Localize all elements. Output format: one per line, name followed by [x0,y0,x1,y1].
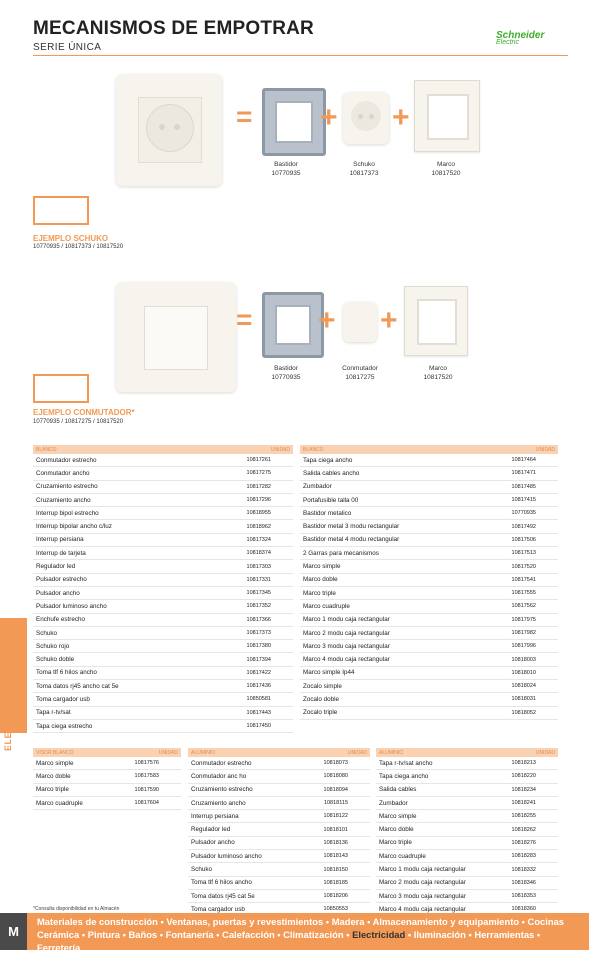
bastidor-image [262,292,324,358]
table-row [33,667,293,680]
part-caption: Bastidor 10770935 [271,365,301,381]
store-logo: M [0,913,27,950]
table-row [300,534,558,547]
product-name: Zumbador [379,799,408,807]
table-row [188,850,370,863]
table-aluminio-1 [188,748,370,917]
table-row [188,837,370,850]
product-code: 10817366 [246,616,271,623]
product-code: 10818262 [511,826,536,833]
product-name: Marco doble [379,826,414,834]
product-code: 10818276 [511,839,536,846]
table-row [376,850,558,863]
table-row [33,707,293,720]
table-row [300,494,558,507]
plus-sign: + [318,304,336,337]
product-code: 10818283 [511,853,536,860]
product-name: Marco cuadruple [36,799,83,807]
table-row [188,757,370,770]
table-header [376,748,558,757]
part-caption: Conmutador 10817275 [342,365,378,381]
plus-sign: + [392,101,410,134]
table-row [376,784,558,797]
product-code: 10850581 [246,696,271,703]
marco-image [414,80,480,152]
equals-sign: = [236,101,253,132]
table-row [33,693,293,706]
product-code: 10818122 [323,813,348,820]
product-name: Tapa ciega estrecho [36,722,93,730]
product-code: 10817513 [511,550,536,557]
product-code: 10817604 [134,800,159,807]
product-name: Salida cables [379,786,417,794]
product-code: 10818115 [323,800,348,807]
product-name: Zocalo simple [303,682,342,690]
product-code: 10818962 [246,523,271,530]
product-code: 10818332 [511,866,536,873]
table-row [376,797,558,810]
product-code: 10818031 [511,696,536,703]
conmutador-image [343,302,377,342]
product-code: 10817541 [511,576,536,583]
product-name: Marco 2 modu caja rectangular [379,879,466,887]
product-name: Zumbador [303,483,332,491]
product-name: Interrup bipol estrecho [36,509,99,517]
table-unit-label: UNIDAD [347,749,367,756]
product-code: 10817562 [511,603,536,610]
product-code: 10818094 [323,786,348,793]
product-code: 10818374 [246,550,271,557]
product-code: 10817331 [246,576,271,583]
product-code: 10818213 [511,760,536,767]
table-row [33,454,293,467]
product-name: Tapa r-tv/sat ancho [379,759,433,767]
product-name: Marco 3 modu caja rectangular [303,642,390,650]
table-row [300,614,558,627]
table-row [33,587,293,600]
product-code: 10817345 [246,590,271,597]
product-name: Zocalo doble [303,695,340,703]
product-name: Portafusible talla 00 [303,496,359,504]
product-code: 10817520 [511,563,536,570]
product-code: 10818052 [511,709,536,716]
product-name: Marco 1 modu caja rectangular [379,866,466,874]
brand-logo: Schneider Electric [496,30,545,46]
table-row [300,600,558,613]
table-unit-label: UNIDAD [535,446,555,453]
table-row [300,507,558,520]
bastidor-image [262,88,326,156]
table-row [33,560,293,573]
product-code: 10817324 [246,536,271,543]
product-code: 10817422 [246,669,271,676]
product-code: 10817485 [511,483,536,490]
page-subtitle: SERIE ÚNICA [33,42,102,53]
product-code: 10818143 [323,853,348,860]
table-row [33,627,293,640]
schuko-assembled-image [116,74,222,186]
product-name: Cruzamiento ancho [36,496,91,504]
table-row [33,600,293,613]
table-row [376,890,558,903]
header-divider [33,55,568,56]
product-code: 10818955 [246,510,271,517]
table-unit-label: UNIDAD [158,749,178,756]
product-name: Marco triple [36,786,69,794]
table-row [300,653,558,666]
product-name: Bastidor metalico [303,509,352,517]
table-row [188,863,370,876]
table-row [33,640,293,653]
product-code: 10818003 [511,656,536,663]
table-row [376,757,558,770]
table-header [300,445,558,454]
table-row [300,693,558,706]
product-name: Schuko doble [36,656,75,664]
product-name: Bastidor metal 4 modu rectangular [303,536,400,544]
table-row [33,494,293,507]
table-row [188,890,370,903]
product-code: 10817583 [134,773,159,780]
product-name: 2 Garras para mecanismos [303,549,379,557]
table-unit-label: UNIDAD [270,446,290,453]
product-code: 10818010 [511,669,536,676]
product-code: 10818080 [323,773,348,780]
table-row [300,627,558,640]
page-title: MECANISMOS DE EMPOTRAR [33,18,314,39]
product-name: Regulador led [191,826,231,834]
plus-sign: + [320,101,338,134]
product-code: 10818101 [323,826,348,833]
product-name: Conmutador estrecho [36,456,97,464]
product-code: 10770935 [511,510,536,517]
product-code: 10817415 [511,497,536,504]
product-name: Regulador led [36,563,76,571]
product-name: Pulsador ancho [191,839,235,847]
product-name: Cruzamiento estrecho [36,483,98,491]
product-name: Cruzamiento estrecho [191,786,253,794]
product-name: Toma cargador usb [191,905,245,913]
product-name: Conmutador ancho [36,469,90,477]
table-row [33,614,293,627]
product-code: 10817471 [511,470,536,477]
product-name: Pulsador luminoso ancho [36,602,107,610]
table-row [188,797,370,810]
product-code: 10817555 [511,590,536,597]
product-code: 10817282 [246,483,271,490]
product-name: Toma tlf 6 hilos ancho [191,879,252,887]
table-row [33,653,293,666]
table-row [188,784,370,797]
product-name: Tapa ciega ancho [379,772,429,780]
frame-icon [33,374,89,403]
frame-icon [33,196,89,225]
product-code: 10818353 [511,893,536,900]
product-code: 10818234 [511,786,536,793]
table-header-label: BLANCO [303,446,324,453]
table-row [300,547,558,560]
table-row [376,837,558,850]
table-row [300,587,558,600]
table-row [188,770,370,783]
table-row [33,507,293,520]
table-blanco-2 [300,445,558,720]
table-row [300,481,558,494]
product-name: Toma tlf 6 hilos ancho [36,669,97,677]
table-row [33,720,293,733]
product-code: 10818024 [511,683,536,690]
product-code: 10817296 [246,497,271,504]
table-row [33,770,181,783]
product-code: 10817436 [246,683,271,690]
table-visor-blanco [33,748,181,810]
table-row [376,770,558,783]
product-name: Tapa r-tv/sat [36,709,71,717]
marco-image [404,286,468,356]
product-code: 10817394 [246,656,271,663]
product-name: Cruzamiento ancho [191,799,246,807]
table-row [33,784,181,797]
product-name: Marco simple [379,812,417,820]
table-header-label: BLANCO [36,446,57,453]
table-row [376,863,558,876]
product-code: 10817303 [246,563,271,570]
product-name: Interrup de tarjeta [36,549,86,557]
footnote: *Consulta disponibilidad en tu Almacén [33,906,120,912]
table-row [33,757,181,770]
product-name: Toma datos rj45 ancho cat 5e [36,682,119,690]
product-code: 10818073 [323,760,348,767]
product-name: Pulsador luminoso ancho [191,852,262,860]
plus-sign: + [380,304,398,337]
product-name: Marco triple [303,589,336,597]
product-name: Interrup persiana [36,536,84,544]
product-code: 10817975 [511,616,536,623]
table-unit-label: UNIDAD [535,749,555,756]
table-row [33,467,293,480]
conmutador-assembled-image [116,282,236,392]
product-name: Schuko [36,629,58,637]
product-name: Enchufe estrecho [36,616,86,624]
table-header-label: ALUMINIO [379,749,404,756]
schuko-image [343,92,389,144]
table-row [300,467,558,480]
product-name: Pulsador estrecho [36,576,87,584]
product-code: 10818346 [511,879,536,886]
product-name: Tapa ciega ancho [303,456,353,464]
product-name: Marco triple [379,839,412,847]
table-row [33,680,293,693]
product-code: 10818241 [511,800,536,807]
product-code: 10817590 [134,786,159,793]
product-name: Pulsador ancho [36,589,80,597]
table-row [300,520,558,533]
product-name: Schuko rojo [36,642,70,650]
product-code: 10818206 [323,893,348,900]
example-codes: 10770935 / 10817373 / 10817520 [33,244,124,250]
table-row [300,574,558,587]
product-name: Marco cuadruple [303,602,350,610]
product-name: Marco simple [36,759,74,767]
product-code: 10818150 [323,866,348,873]
product-code: 10817450 [246,723,271,730]
product-name: Salida cables ancho [303,469,360,477]
example-title: EJEMPLO SCHUKO [33,234,109,243]
table-row [300,707,558,720]
table-row [300,667,558,680]
section-label: ELECTRICIDAD [3,678,13,751]
table-header [188,748,370,757]
table-row [300,680,558,693]
product-name: Marco 4 modu caja rectangular [379,905,466,913]
product-name: Schuko [191,866,213,874]
table-row [300,640,558,653]
product-code: 10818136 [323,839,348,846]
product-code: 10818255 [511,813,536,820]
footer-categories: Materiales de construcción • Ventanas, puertas y revestimientos • Madera • Almacenamiento y equipamiento • Cocinas Cerámica • Pintura • Baños • Fontanería • Calefacción • Climatización • Electricidad • Iluminación • Herramientas • Ferretería [37,916,565,953]
product-name: Marco 1 modu caja rectangular [303,616,390,624]
product-code: 10817464 [511,457,536,464]
table-blanco-1 [33,445,293,733]
product-name: Marco doble [36,772,71,780]
product-code: 10817261 [246,457,271,464]
table-row [300,560,558,573]
part-caption: Schuko 10817373 [349,161,379,177]
product-code: 10818360 [511,906,536,913]
product-code: 10817275 [246,470,271,477]
table-row [33,534,293,547]
table-row [33,547,293,560]
product-code: 10817982 [511,630,536,636]
table-row [376,877,558,890]
product-code: 10817380 [246,643,271,650]
example-title: EJEMPLO CONMUTADOR* [33,408,135,417]
product-code: 10818185 [323,879,348,886]
product-name: Conmutador anc ho [191,772,247,780]
table-row [33,574,293,587]
part-caption: Marco 10817520 [431,161,461,177]
product-code: 10817506 [511,536,536,543]
product-code: 10817492 [511,523,536,530]
table-row [33,520,293,533]
product-name: Marco simple Ip44 [303,669,355,677]
table-row [33,481,293,494]
product-name: Toma datos rj45 cat 5e [191,892,255,900]
product-code: 10817996 [511,643,536,650]
table-row [188,810,370,823]
part-caption: Marco 10817520 [423,365,453,381]
table-row [188,877,370,890]
product-name: Marco 3 modu caja rectangular [379,892,466,900]
product-code: 10850553 [323,906,348,913]
product-name: Marco simple [303,563,341,571]
product-name: Zocalo triple [303,709,338,717]
product-name: Marco 4 modu caja rectangular [303,656,390,664]
product-code: 10817352 [246,603,271,610]
product-code: 10817373 [246,630,271,636]
table-header [33,445,293,454]
product-name: Marco cuadruple [379,852,426,860]
product-name: Marco doble [303,576,338,584]
product-name: Toma cargador usb [36,695,90,703]
example-codes: 10770935 / 10817275 / 10817520 [33,419,124,425]
table-header [33,748,181,757]
product-name: Conmutador estrecho [191,759,252,767]
product-code: 10817443 [246,709,271,716]
table-header-label: ALUMINIO [191,749,216,756]
product-code: 10817576 [134,760,159,767]
table-row [188,823,370,836]
table-aluminio-2 [376,748,558,917]
product-name: Marco 2 modu caja rectangular [303,629,390,637]
table-header-label: VISOR BLANCO [36,749,74,756]
table-row [376,810,558,823]
product-name: Interrup bipolar ancho c/luz [36,523,112,531]
table-row [33,797,181,810]
equals-sign: = [236,304,253,335]
product-name: Interrup persiana [191,812,239,820]
product-code: 10818220 [511,773,536,780]
product-name: Bastidor metal 3 modu rectangular [303,523,400,531]
table-row [376,823,558,836]
part-caption: Bastidor 10770935 [271,161,301,177]
table-row [300,454,558,467]
